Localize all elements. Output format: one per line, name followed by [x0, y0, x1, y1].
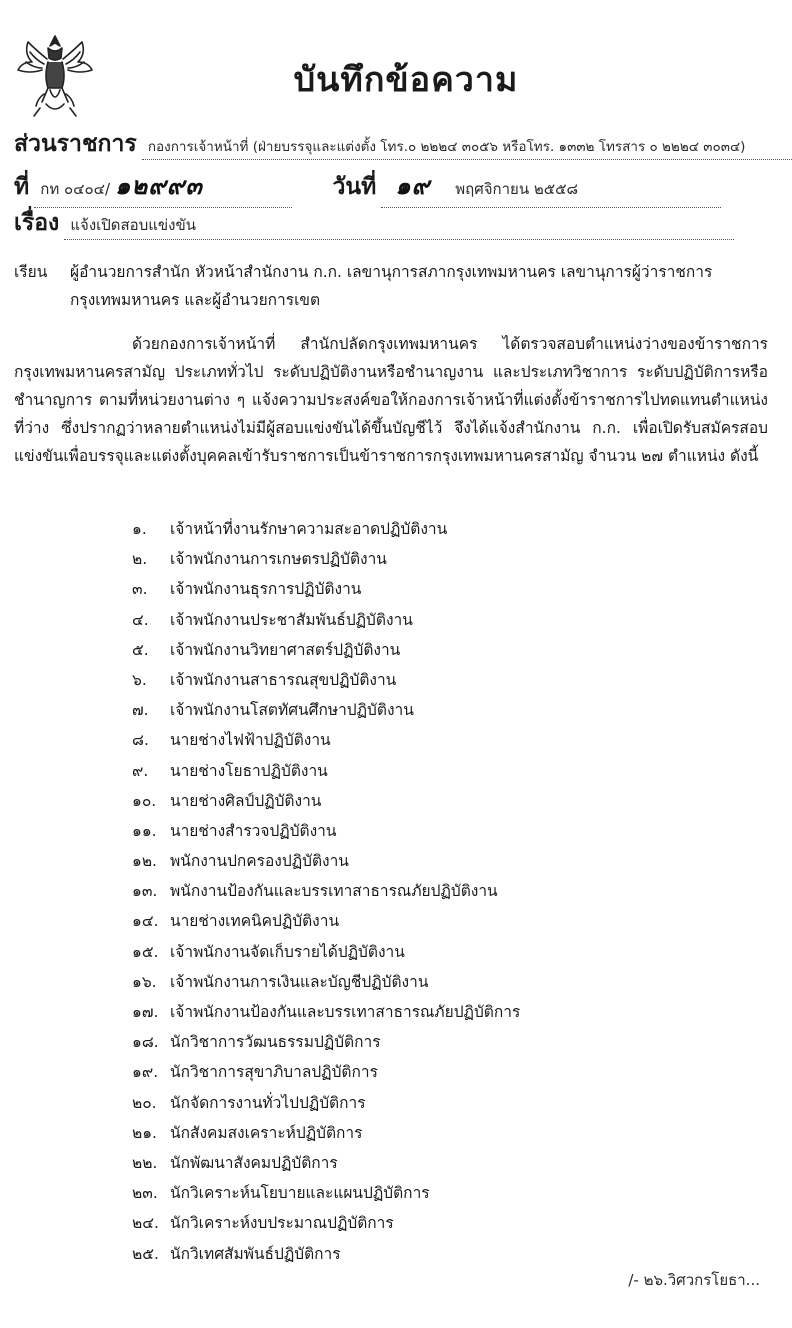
position-item — [132, 846, 520, 876]
position-name: พนักงานป้องกันและบรรเทาสาธารณภัยปฏิบัติงาน — [170, 882, 498, 901]
position-item — [132, 756, 520, 786]
continuation-note: /- ๒๖.วิศวกรโยธา... — [628, 1271, 760, 1289]
position-item — [132, 1027, 520, 1057]
position-item — [132, 1057, 520, 1087]
agency-value: กองการเจ้าหน้าที่ (ฝ่ายบรรจุและแต่งตั้ง โทร.๐ ๒๒๒๔ ๓๐๕๖ หรือโทร. ๑๓๓๒ โทรสาร ๐ ๒๒๒๔ ๓๐๓๔) — [142, 135, 792, 160]
position-number: ๕. — [132, 640, 149, 659]
ref-number-label: ที่ — [14, 173, 30, 200]
agency-row — [14, 126, 772, 162]
position-item — [132, 605, 520, 635]
greeting-line-1: ผู้อำนวยการสำนัก หัวหน้าสำนักงาน ก.ก. เลขานุการสภากรุงเทพมหานคร เลขานุการผู้ว่าราชการ — [70, 263, 713, 281]
position-number: ๑๙. — [132, 1063, 159, 1082]
position-name: นักวิชาการวัฒนธรรมปฏิบัติการ — [170, 1033, 381, 1052]
position-name: นักสังคมสงเคราะห์ปฏิบัติการ — [170, 1123, 363, 1142]
position-number: ๒๔. — [132, 1214, 159, 1233]
position-item — [132, 876, 520, 906]
position-name: เจ้าพนักงานประชาสัมพันธ์ปฏิบัติงาน — [170, 610, 413, 629]
position-number: ๑๑. — [132, 821, 157, 840]
position-name: เจ้าพนักงานป้องกันและบรรเทาสาธารณภัยปฏิบัติการ — [170, 1003, 521, 1021]
ref-number-prefix: กท ๐๔๐๔/ — [40, 180, 111, 198]
date-month-year: พฤศจิกายน ๒๕๕๘ — [455, 180, 579, 198]
position-name: นายช่างโยธาปฏิบัติงาน — [170, 761, 328, 780]
subject-row — [14, 205, 772, 241]
position-number: ๑๖. — [132, 972, 157, 991]
position-number: ๑๘. — [132, 1033, 159, 1052]
position-name: เจ้าพนักงานโสตทัศนศึกษาปฏิบัติงาน — [170, 701, 414, 720]
position-name: เจ้าพนักงานวิทยาศาสตร์ปฏิบัติงาน — [170, 640, 401, 659]
date-label: วันที่ — [332, 173, 377, 200]
position-number: ๒๐. — [132, 1093, 157, 1112]
position-name: เจ้าพนักงานสาธารณสุขปฏิบัติงาน — [170, 670, 397, 689]
position-item — [132, 1208, 520, 1238]
position-item — [132, 1088, 520, 1118]
position-item — [132, 574, 520, 604]
position-name: พนักงานปกครองปฏิบัติงาน — [170, 852, 349, 871]
ref-number-handwritten: ๑๒๙๙๓ — [115, 171, 203, 200]
position-item — [132, 665, 520, 695]
position-item — [132, 1148, 520, 1178]
position-number: ๒๓. — [132, 1184, 158, 1203]
position-name: เจ้าพนักงานจัดเก็บรายได้ปฏิบัติงาน — [170, 942, 405, 961]
position-item — [132, 1239, 520, 1269]
position-number: ๒๑. — [132, 1123, 157, 1142]
position-item — [132, 725, 520, 755]
position-name: นายช่างเทคนิคปฏิบัติงาน — [170, 912, 340, 931]
position-number: ๑๓. — [132, 882, 158, 901]
greeting-line-2: กรุงเทพมหานคร และผู้อำนวยการเขต — [70, 291, 321, 309]
position-number: ๔. — [132, 610, 149, 629]
position-item — [132, 937, 520, 967]
position-number: ๑๗. — [132, 1003, 159, 1021]
position-number: ๙. — [132, 761, 149, 780]
position-item — [132, 1118, 520, 1148]
position-number: ๒๕. — [132, 1244, 159, 1263]
position-number: ๑๕. — [132, 942, 159, 961]
position-name: นักวิเคราะห์งบประมาณปฏิบัติการ — [170, 1214, 394, 1233]
date-field — [381, 166, 721, 208]
reference-row — [14, 166, 772, 208]
position-number: ๓. — [132, 580, 148, 599]
ref-number-field — [34, 166, 292, 208]
position-name: นักวิชาการสุขาภิบาลปฏิบัติการ — [170, 1063, 378, 1082]
date-day-handwritten: ๑๙ — [395, 171, 431, 200]
position-name: นายช่างไฟฟ้าปฏิบัติงาน — [170, 731, 331, 750]
position-item — [132, 544, 520, 574]
position-number: ๗. — [132, 701, 149, 720]
position-item — [132, 1178, 520, 1208]
position-item — [132, 786, 520, 816]
subject-value: แจ้งเปิดสอบแข่งขัน — [64, 213, 734, 240]
position-item — [132, 695, 520, 725]
position-item — [132, 906, 520, 936]
position-number: ๖. — [132, 670, 147, 689]
position-name: เจ้าหน้าที่งานรักษาความสะอาดปฏิบัติงาน — [170, 520, 448, 538]
position-list — [132, 514, 520, 1269]
position-number: ๒. — [132, 550, 148, 569]
position-name: นักพัฒนาสังคมปฏิบัติการ — [170, 1153, 338, 1172]
position-number: ๑๐. — [132, 791, 157, 810]
greeting-block — [14, 258, 768, 314]
position-name: เจ้าพนักงานการเกษตรปฏิบัติงาน — [170, 550, 387, 569]
position-item — [132, 635, 520, 665]
position-item — [132, 967, 520, 997]
position-name: นายช่างศิลป์ปฏิบัติงาน — [170, 791, 322, 810]
subject-label: เรื่อง — [14, 209, 60, 236]
position-item — [132, 816, 520, 846]
agency-label: ส่วนราชการ — [14, 130, 137, 157]
greeting-label: เรียน — [14, 263, 48, 281]
position-item — [132, 514, 520, 544]
position-name: นักวิเทศสัมพันธ์ปฏิบัติการ — [170, 1244, 341, 1263]
page-title: บันทึกข้อความ — [293, 60, 519, 100]
position-name: นักจัดการงานทั่วไปปฏิบัติการ — [170, 1093, 366, 1112]
position-name: เจ้าพนักงานการเงินและบัญชีปฏิบัติงาน — [170, 972, 429, 991]
position-item — [132, 997, 520, 1027]
position-number: ๑๒. — [132, 852, 157, 871]
position-number: ๑. — [132, 520, 147, 538]
position-number: ๑๔. — [132, 912, 159, 931]
position-name: นักวิเคราะห์นโยบายและแผนปฏิบัติการ — [170, 1184, 430, 1203]
body-paragraph: ด้วยกองการเจ้าหน้าที่ สำนักปลัดกรุงเทพมหานคร ได้ตรวจสอบตำแหน่งว่างของข้าราชการกรุงเทพมหานครสามัญ ประเภททั่วไป ระดับปฏิบัติงานหรือชำนาญงาน และประเภทวิชาการ ระดับปฏิบัติการหรือชำนาญการ ตามที่หน่วยงานต่าง ๆ แจ้งความประสงค์ขอให้กองการเจ้าหน้าที่แต่งตั้งข้าราชการไปทดแทนตำแหน่งที่ว่าง ซึ่งปรากฏว่าหลายตำแหน่งไม่มีผู้สอบแข่งขันได้ขึ้นบัญชีไว้ จึงได้แจ้งสำนักงาน ก.ก. เพื่อเปิดรับสมัครสอบแข่งขันเพื่อบรรจุและแต่งตั้งบุคคลเข้ารับราชการเป็นข้าราชการกรุงเทพมหานครสามัญ จำนวน ๒๗ ตำแหน่ง ดังนี้ — [14, 335, 768, 465]
position-name: เจ้าพนักงานธุรการปฏิบัติงาน — [170, 580, 362, 599]
position-number: ๒๒. — [132, 1153, 158, 1172]
position-name: นายช่างสำรวจปฏิบัติงาน — [170, 821, 337, 840]
position-number: ๘. — [132, 731, 149, 750]
